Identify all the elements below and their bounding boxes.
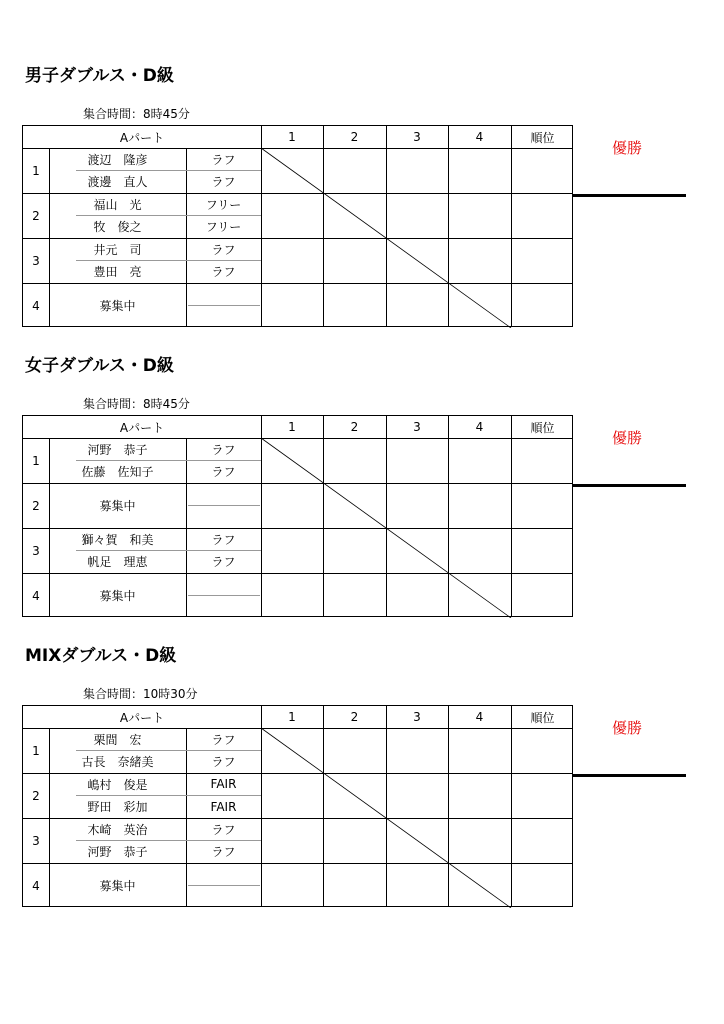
pair-divider <box>76 840 261 841</box>
player-club: ラフ <box>211 152 236 167</box>
player-name: 井元 司 <box>93 242 142 257</box>
column-line <box>511 706 512 906</box>
player-name: 豊田 亮 <box>93 265 142 280</box>
winner-label: 優勝 <box>612 429 643 447</box>
recruit-blank-line <box>188 305 260 306</box>
pair-divider <box>76 460 261 461</box>
winner-line <box>573 194 686 197</box>
player-club: フリー <box>205 220 242 235</box>
recruit-blank-line <box>188 595 260 596</box>
player-club: FAIR <box>210 777 237 792</box>
header-col-1: 1 <box>288 420 296 434</box>
team-number: 4 <box>32 878 40 893</box>
player-name: 渡邊 直人 <box>87 175 148 190</box>
player-club: ラフ <box>211 442 236 457</box>
bracket-section <box>0 351 724 641</box>
player-name: 栗間 宏 <box>93 732 142 747</box>
column-line <box>448 706 449 906</box>
header-rank: 順位 <box>530 130 555 145</box>
gather-time: 集合時間：10時30分 <box>83 687 198 701</box>
pair-divider <box>76 260 261 261</box>
column-line <box>386 706 387 906</box>
player-club: ラフ <box>211 175 236 190</box>
player-name: 佐藤 佐知子 <box>81 465 154 480</box>
bracket-section <box>0 61 724 351</box>
player-club: フリー <box>205 197 242 212</box>
header-rank: 順位 <box>530 420 555 435</box>
section-title: 女子ダブルス・D級 <box>25 356 174 376</box>
header-col-2: 2 <box>350 710 359 724</box>
draw-table <box>22 415 573 617</box>
pair-divider <box>76 795 261 796</box>
team-number: 4 <box>32 298 40 313</box>
column-line <box>261 126 262 326</box>
player-name: 木崎 英治 <box>87 822 148 837</box>
player-name: 嶋村 俊是 <box>87 777 148 792</box>
header-col-1: 1 <box>288 710 296 724</box>
section-title: 男子ダブルス・D級 <box>25 66 174 86</box>
recruit-label: 募集中 <box>99 589 136 603</box>
team-number: 2 <box>32 208 40 223</box>
header-part: Aパート <box>119 130 165 145</box>
player-name: 河野 恭子 <box>87 442 148 457</box>
column-line <box>261 706 262 906</box>
player-name: 渡辺 隆彦 <box>87 152 148 167</box>
player-club: FAIR <box>210 799 237 814</box>
header-col-4: 4 <box>475 130 484 144</box>
header-col-4: 4 <box>475 420 484 434</box>
column-line <box>386 126 387 326</box>
player-name: 獅々賀 和美 <box>81 532 154 547</box>
player-name: 野田 彩加 <box>87 800 148 815</box>
gather-time: 集合時間：8時45分 <box>83 107 190 121</box>
player-club: ラフ <box>211 465 236 480</box>
team-number: 2 <box>32 498 40 513</box>
header-col-4: 4 <box>475 710 484 724</box>
draw-table <box>22 705 573 907</box>
bracket-section <box>0 641 724 931</box>
pair-divider <box>76 750 261 751</box>
column-line <box>323 416 324 616</box>
player-club: ラフ <box>211 822 236 837</box>
player-club: ラフ <box>211 755 236 770</box>
team-number: 2 <box>32 788 40 803</box>
team-number: 1 <box>32 743 40 758</box>
column-line <box>323 706 324 906</box>
winner-label: 優勝 <box>612 719 643 737</box>
winner-line <box>573 774 686 777</box>
pair-divider <box>76 550 261 551</box>
player-name: 古長 奈緒美 <box>81 755 154 770</box>
recruit-blank-line <box>188 885 260 886</box>
section-title: MIXダブルス・D級 <box>25 646 177 666</box>
recruit-label: 募集中 <box>99 879 136 893</box>
column-line <box>448 416 449 616</box>
team-number: 1 <box>32 453 40 468</box>
player-club: ラフ <box>211 532 236 547</box>
team-number: 4 <box>32 588 40 603</box>
winner-line <box>573 484 686 487</box>
player-name: 福山 光 <box>93 197 142 212</box>
pair-divider <box>76 170 261 171</box>
header-col-1: 1 <box>288 130 296 144</box>
header-part: Aパート <box>119 710 165 725</box>
column-line <box>511 416 512 616</box>
header-col-2: 2 <box>350 420 359 434</box>
column-line <box>386 416 387 616</box>
gather-time: 集合時間：8時45分 <box>83 397 190 411</box>
pair-divider <box>76 215 261 216</box>
recruit-blank-line <box>188 505 260 506</box>
column-line <box>261 416 262 616</box>
recruit-label: 募集中 <box>99 299 136 313</box>
draw-table <box>22 125 573 327</box>
player-club: ラフ <box>211 555 236 570</box>
player-club: ラフ <box>211 242 236 257</box>
column-line <box>448 126 449 326</box>
header-col-3: 3 <box>413 420 421 434</box>
team-number: 3 <box>32 253 40 268</box>
team-number: 3 <box>32 543 40 558</box>
player-name: 牧 俊之 <box>93 220 142 235</box>
player-club: ラフ <box>211 845 236 860</box>
team-number: 1 <box>32 163 40 178</box>
header-col-2: 2 <box>350 130 359 144</box>
header-part: Aパート <box>119 420 165 435</box>
column-line <box>323 126 324 326</box>
player-club: ラフ <box>211 732 236 747</box>
recruit-label: 募集中 <box>99 499 136 513</box>
player-club: ラフ <box>211 265 236 280</box>
header-col-3: 3 <box>413 130 421 144</box>
column-line <box>511 126 512 326</box>
header-rank: 順位 <box>530 710 555 725</box>
team-number: 3 <box>32 833 40 848</box>
winner-label: 優勝 <box>612 139 643 157</box>
player-name: 帆足 理恵 <box>87 555 148 570</box>
player-name: 河野 恭子 <box>87 845 148 860</box>
header-col-3: 3 <box>413 710 421 724</box>
